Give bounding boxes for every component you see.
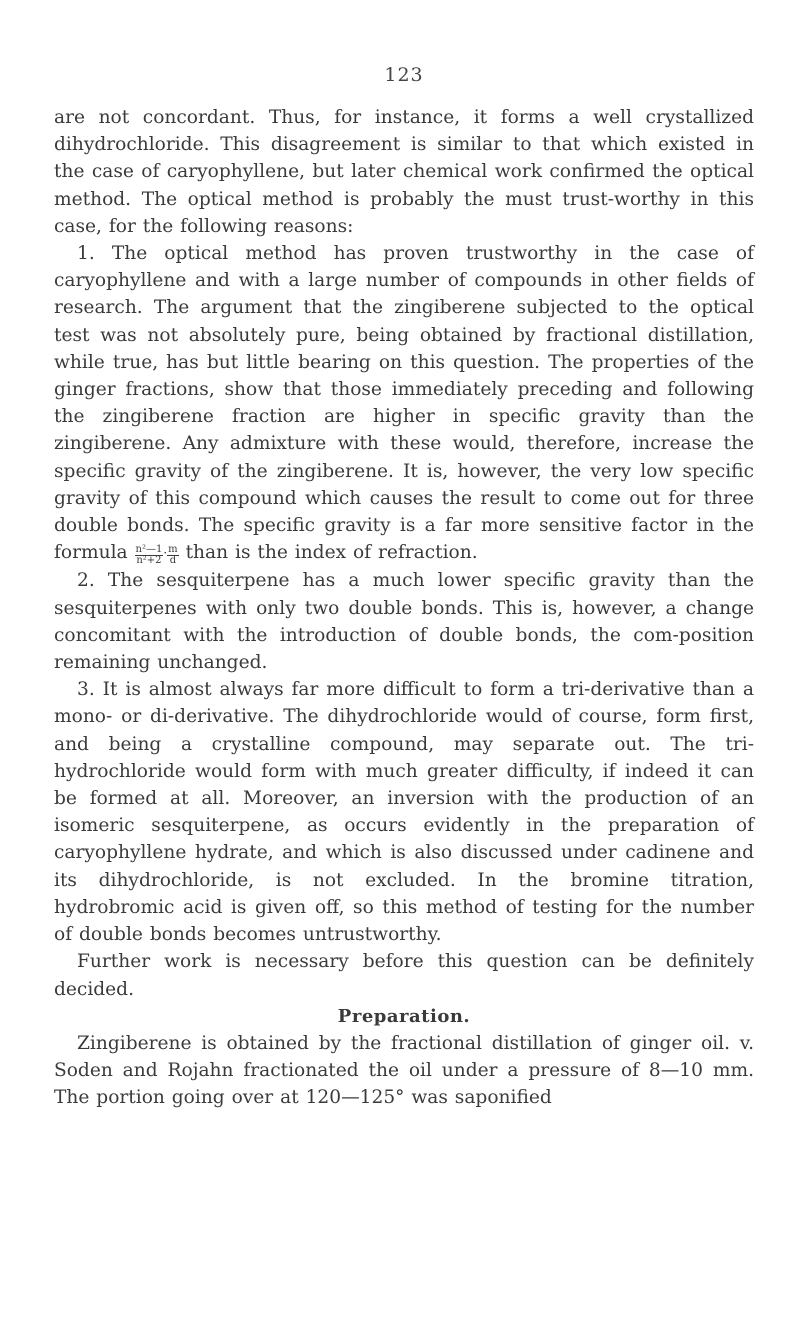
paragraph-reason-1 <box>54 240 754 567</box>
section-heading: Preparation. <box>337 1005 471 1027</box>
formula-fraction-mass <box>167 545 178 566</box>
formula-denominator-2: d <box>169 555 177 567</box>
reason-1-text-end: than is the index of refraction. <box>185 542 478 564</box>
paragraph-continuation: are not concordant. Thus, for instance, it forms a well crystallized dihydrochloride. This disagreement is similar to that which existed in the case of caryophyllene, but later chemical work confirmed the optical method. The optical method is probably the must trust-worthy in this case, for the following reasons: <box>54 107 754 237</box>
formula-numerator-2: m <box>168 544 178 556</box>
paragraph-further-work: Further work is necessary before this question can be definitely decided. <box>54 951 754 1000</box>
body-text <box>54 104 754 1112</box>
page-number: 123 <box>384 64 424 86</box>
formula-denominator-1: n²+2 <box>136 555 162 567</box>
book-page <box>54 0 754 1329</box>
paragraph-preparation: Zingiberene is obtained by the fractional distillation of ginger oil. v. Soden and Rojahn fractionated the oil under a pressure of 8—10 mm. The portion going over at 120—125° was saponified <box>54 1032 754 1109</box>
formula-fraction-refraction <box>135 545 164 566</box>
formula-numerator-1: n²—1 <box>135 544 163 556</box>
paragraph-reason-2: 2. The sesquiterpene has a much lower specific gravity than the sesquiterpenes with only two double bonds. This is, however, a change concomitant with the introduction of double bonds, the com-position remaining unchanged. <box>54 570 754 674</box>
reason-1-text: 1. The optical method has proven trustworthy in the case of caryophyllene and with a large number of compounds in other fields of research. The argument that the zingiberene subjected to the optical test was not absolutely pure, being obtained by fractional distillation, while true, has but little bearing on this question. The properties of the ginger fractions, show that those immediately preceding and following the zingiberene fraction are higher in specific gravity than the zingiberene. Any admixture with these would, therefore, increase the specific gravity of the zingiberene. It is, however, the very low specific gravity of this compound which causes the result to come out for three double bonds. The specific gravity is a far more sensitive factor in the formula <box>54 243 754 564</box>
formula-operator: · <box>163 546 168 561</box>
paragraph-reason-3: 3. It is almost always far more difficult to form a tri-derivative than a mono- or di-derivative. The dihydrochloride would of course, form first, and being a crystalline compound, may separate out. The tri-hydrochloride would form with much greater difficulty, if indeed it can be formed at all. Moreover, an inversion with the production of an isomeric sesquiterpene, as occurs evidently in the preparation of caryophyllene hydrate, and which is also discussed under cadinene and its dihydrochloride, is not excluded. In the bromine titration, hydrobromic acid is given off, so this method of testing for the number of double bonds becomes untrustworthy. <box>54 679 754 946</box>
